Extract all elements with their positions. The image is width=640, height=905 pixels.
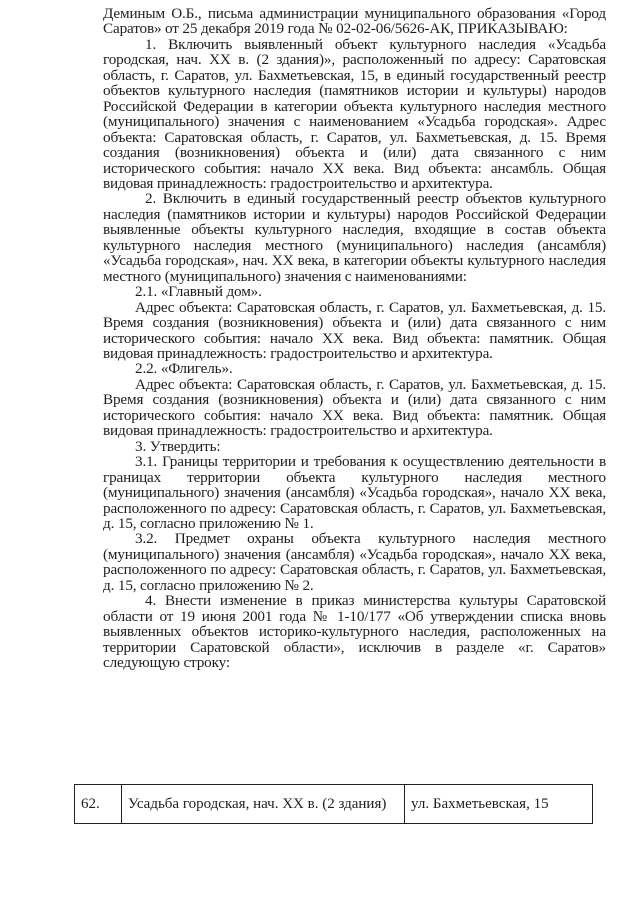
paragraph-item-2-2-address: Адрес объекта: Саратовская область, г. Саратов, ул. Бахметьевская, д. 15. Время создания (возникновения) объекта и (или) дата связанного с ним исторического события: начало XX века. Вид объекта: памятник. Общая видовая принадлежность: градостроительство и архитектура. xyxy=(103,375,606,440)
paragraph-item-2-1: 2.1. «Главный дом». xyxy=(135,283,262,301)
document-body xyxy=(103,6,606,670)
excluded-row-table xyxy=(74,784,593,824)
paragraph-item-4: 4. Внести изменение в приказ министерства культуры Саратовской области от 19 июня 2001 года № 1-10/177 «Об утверждении списка вновь выявленных объектов историко-культурного наследия, расположенных на территории Саратовской области», исключив в разделе «г. Саратов» следующую строку: xyxy=(103,592,606,672)
row-number-cell: 62. xyxy=(75,785,122,824)
intro-paragraph: Деминым О.Б., письма администрации муниципального образования «Город Саратов» от 25 декабря 2019 года № 02-02-06/5626-АК, ПРИКАЗЫВАЮ: xyxy=(103,5,606,38)
object-address-cell: ул. Бахметьевская, 15 xyxy=(405,785,593,824)
paragraph-item-2-2: 2.2. «Флигель». xyxy=(135,360,233,378)
paragraph-item-3-2: 3.2. Предмет охраны объекта культурного наследия местного (муниципального) значения (ансамбля) «Усадьба городская», начало XX века, расположенного по адресу: Саратовская область, г. Саратов, ул. Бахметьевская, д. 15, согласно приложению № 2. xyxy=(103,530,606,594)
paragraph-item-1: 1. Включить выявленный объект культурного наследия «Усадьба городская, нач. XX в. (2 здания)», расположенный по адресу: Саратовская область, г. Саратов, ул. Бахметьевская, 15, в единый государственный реестр объектов культурного наследия (памятников истории и культуры) народов Российской Федерации в категории объекта культурного наследия местного (муниципального) значения с наименованием «Усадьба городская». Адрес объекта: Саратовская область, г. Саратов, ул. Бахметьевская, д. 15. Время создания (возникновения) объекта и (или) дата связанного с ним исторического события: начало XX века. Вид объекта: ансамбль. Общая видовая принадлежность: градостроительство и архитектура. xyxy=(103,35,606,192)
table-row xyxy=(75,785,593,824)
paragraph-item-3-1: 3.1. Границы территории и требования к осуществлению деятельности в границах территории объекта культурного наследия местного (муниципального) значения (ансамбля) «Усадьба городская», начало XX века, расположенного по адресу: Саратовская область, г. Саратов, ул. Бахметьевская, д. 15, согласно приложению № 1. xyxy=(103,453,606,532)
paragraph-item-3: 3. Утвердить: xyxy=(135,437,221,455)
object-name-cell: Усадьба городская, нач. XX в. (2 здания) xyxy=(122,785,405,824)
paragraph-item-2-1-address: Адрес объекта: Саратовская область, г. Саратов, ул. Бахметьевская, д. 15. Время создания (возникновения) объекта и (или) дата связанного с ним исторического события: начало XX века. Вид объекта: памятник. Общая видовая принадлежность: градостроительство и архитектура. xyxy=(103,298,606,362)
paragraph-item-2: 2. Включить в единый государственный реестр объектов культурного наследия (памятников истории и культуры) народов Российской Федерации выявленные объекты культурного наследия, входящие в состав объекта культурного наследия местного (муниципального) наследия (ансамбля) «Усадьба городская», нач. XX века, в категории объекты культурного наследия местного (муниципального) значения с наименованиями: xyxy=(103,190,606,285)
